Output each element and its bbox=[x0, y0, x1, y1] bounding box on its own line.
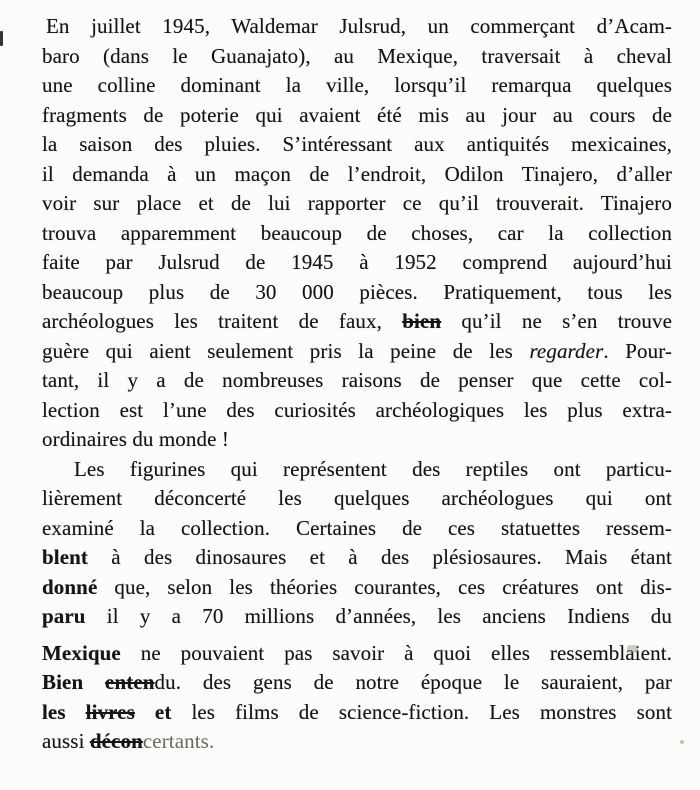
text-segment: décon bbox=[89, 729, 143, 753]
text-segment: les films de science-fiction. Les monstres sont bbox=[171, 699, 672, 724]
text-segment: que, selon les théories courantes, ces créatures ont dis- bbox=[97, 574, 672, 599]
text-segment: fragments de poterie qui avaient été mis au jour au cours de bbox=[42, 102, 672, 127]
text-segment: à des dinosaures et à des plésiosaures. Mais étant bbox=[88, 545, 672, 569]
text-line bbox=[42, 307, 672, 337]
left-edge-ink-tick bbox=[0, 31, 3, 46]
text-segment: archéologues les traitent de faux, bbox=[42, 309, 403, 333]
text-line bbox=[42, 12, 672, 42]
text-line bbox=[42, 42, 672, 72]
text-segment: ne pouvaient pas savoir à quoi elles ressemblaient. bbox=[120, 640, 672, 665]
text-line bbox=[42, 727, 672, 757]
text-line bbox=[42, 337, 672, 367]
text-segment: paru bbox=[42, 604, 86, 628]
text-segment: trouva apparemment beaucoup de choses, car la collection bbox=[42, 220, 672, 245]
text-line bbox=[42, 668, 672, 698]
text-segment: lection est l’une des curiosités archéologiques les plus extra- bbox=[42, 397, 672, 422]
text-segment: du. des gens de notre époque le sauraient, par bbox=[154, 670, 672, 694]
text-segment: les bbox=[42, 699, 86, 724]
text-segment: enten bbox=[105, 670, 155, 694]
speck-dot bbox=[680, 740, 684, 744]
text-segment: il demanda à un maçon de l’endroit, Odilon Tinajero, d’aller bbox=[42, 161, 672, 186]
text-line bbox=[42, 455, 672, 485]
text-segment: certants. bbox=[142, 729, 215, 753]
text-segment: blent bbox=[42, 545, 89, 569]
text-segment: Mexique bbox=[42, 640, 121, 665]
text-segment: faite par Julsrud de 1945 à 1952 comprend aujourd’hui bbox=[42, 250, 672, 274]
text-segment: aussi bbox=[42, 729, 90, 753]
text-line bbox=[42, 425, 672, 455]
text-line bbox=[42, 130, 672, 160]
text-line bbox=[42, 219, 672, 249]
text-line bbox=[42, 101, 672, 131]
text-line bbox=[42, 189, 672, 219]
page-text bbox=[42, 12, 672, 757]
text-line bbox=[42, 639, 672, 669]
text-line bbox=[42, 698, 672, 728]
text-segment: qu’il ne s’en trouve bbox=[441, 309, 672, 333]
text-segment: et bbox=[134, 699, 172, 724]
text-line bbox=[42, 543, 672, 573]
text-segment: livres bbox=[85, 699, 135, 724]
text-line bbox=[42, 396, 672, 426]
text-line bbox=[42, 248, 672, 278]
text-line bbox=[42, 484, 672, 514]
text-segment: En juillet 1945, Waldemar Julsrud, un commerçant d’Acam- bbox=[46, 14, 672, 38]
text-segment: ordinaires du monde ! bbox=[42, 427, 229, 451]
text-line bbox=[42, 602, 672, 632]
text-segment: Bien bbox=[42, 670, 106, 694]
text-segment: tant, il y a de nombreuses raisons de penser que cette col- bbox=[42, 368, 672, 392]
text-segment: guère qui aient seulement pris la peine de les bbox=[42, 338, 530, 363]
text-line bbox=[42, 366, 672, 396]
text-segment: Les figurines qui représentent des reptiles ont particu- bbox=[74, 456, 672, 481]
text-segment: bien bbox=[402, 309, 442, 333]
text-line bbox=[42, 573, 672, 603]
text-segment: voir sur place et de lui rapporter ce qu’il trouverait. Tinajero bbox=[42, 191, 672, 215]
text-segment: une colline dominant la ville, lorsqu’il remarqua quelques bbox=[42, 73, 672, 97]
text-segment: examiné la collection. Certaines de ces statuettes ressem- bbox=[42, 515, 672, 540]
text-segment: donné bbox=[42, 574, 98, 599]
smudge-mark bbox=[627, 645, 638, 653]
text-segment: regarder bbox=[529, 338, 604, 363]
text-segment: il y a 70 millions d’années, les anciens Indiens du bbox=[85, 604, 672, 628]
text-segment: la saison des pluies. S’intéressant aux antiquités mexicaines, bbox=[42, 132, 672, 156]
text-segment: . Pour- bbox=[603, 338, 672, 363]
text-line bbox=[42, 160, 672, 190]
text-line bbox=[42, 71, 672, 101]
text-line bbox=[42, 514, 672, 544]
text-segment: beaucoup plus de 30 000 pièces. Pratiquement, tous les bbox=[42, 279, 672, 304]
text-segment: baro (dans le Guanajato), au Mexique, traversait à cheval bbox=[42, 43, 672, 68]
text-segment: lièrement déconcerté les quelques archéologues qui ont bbox=[42, 486, 672, 510]
text-line bbox=[42, 278, 672, 308]
